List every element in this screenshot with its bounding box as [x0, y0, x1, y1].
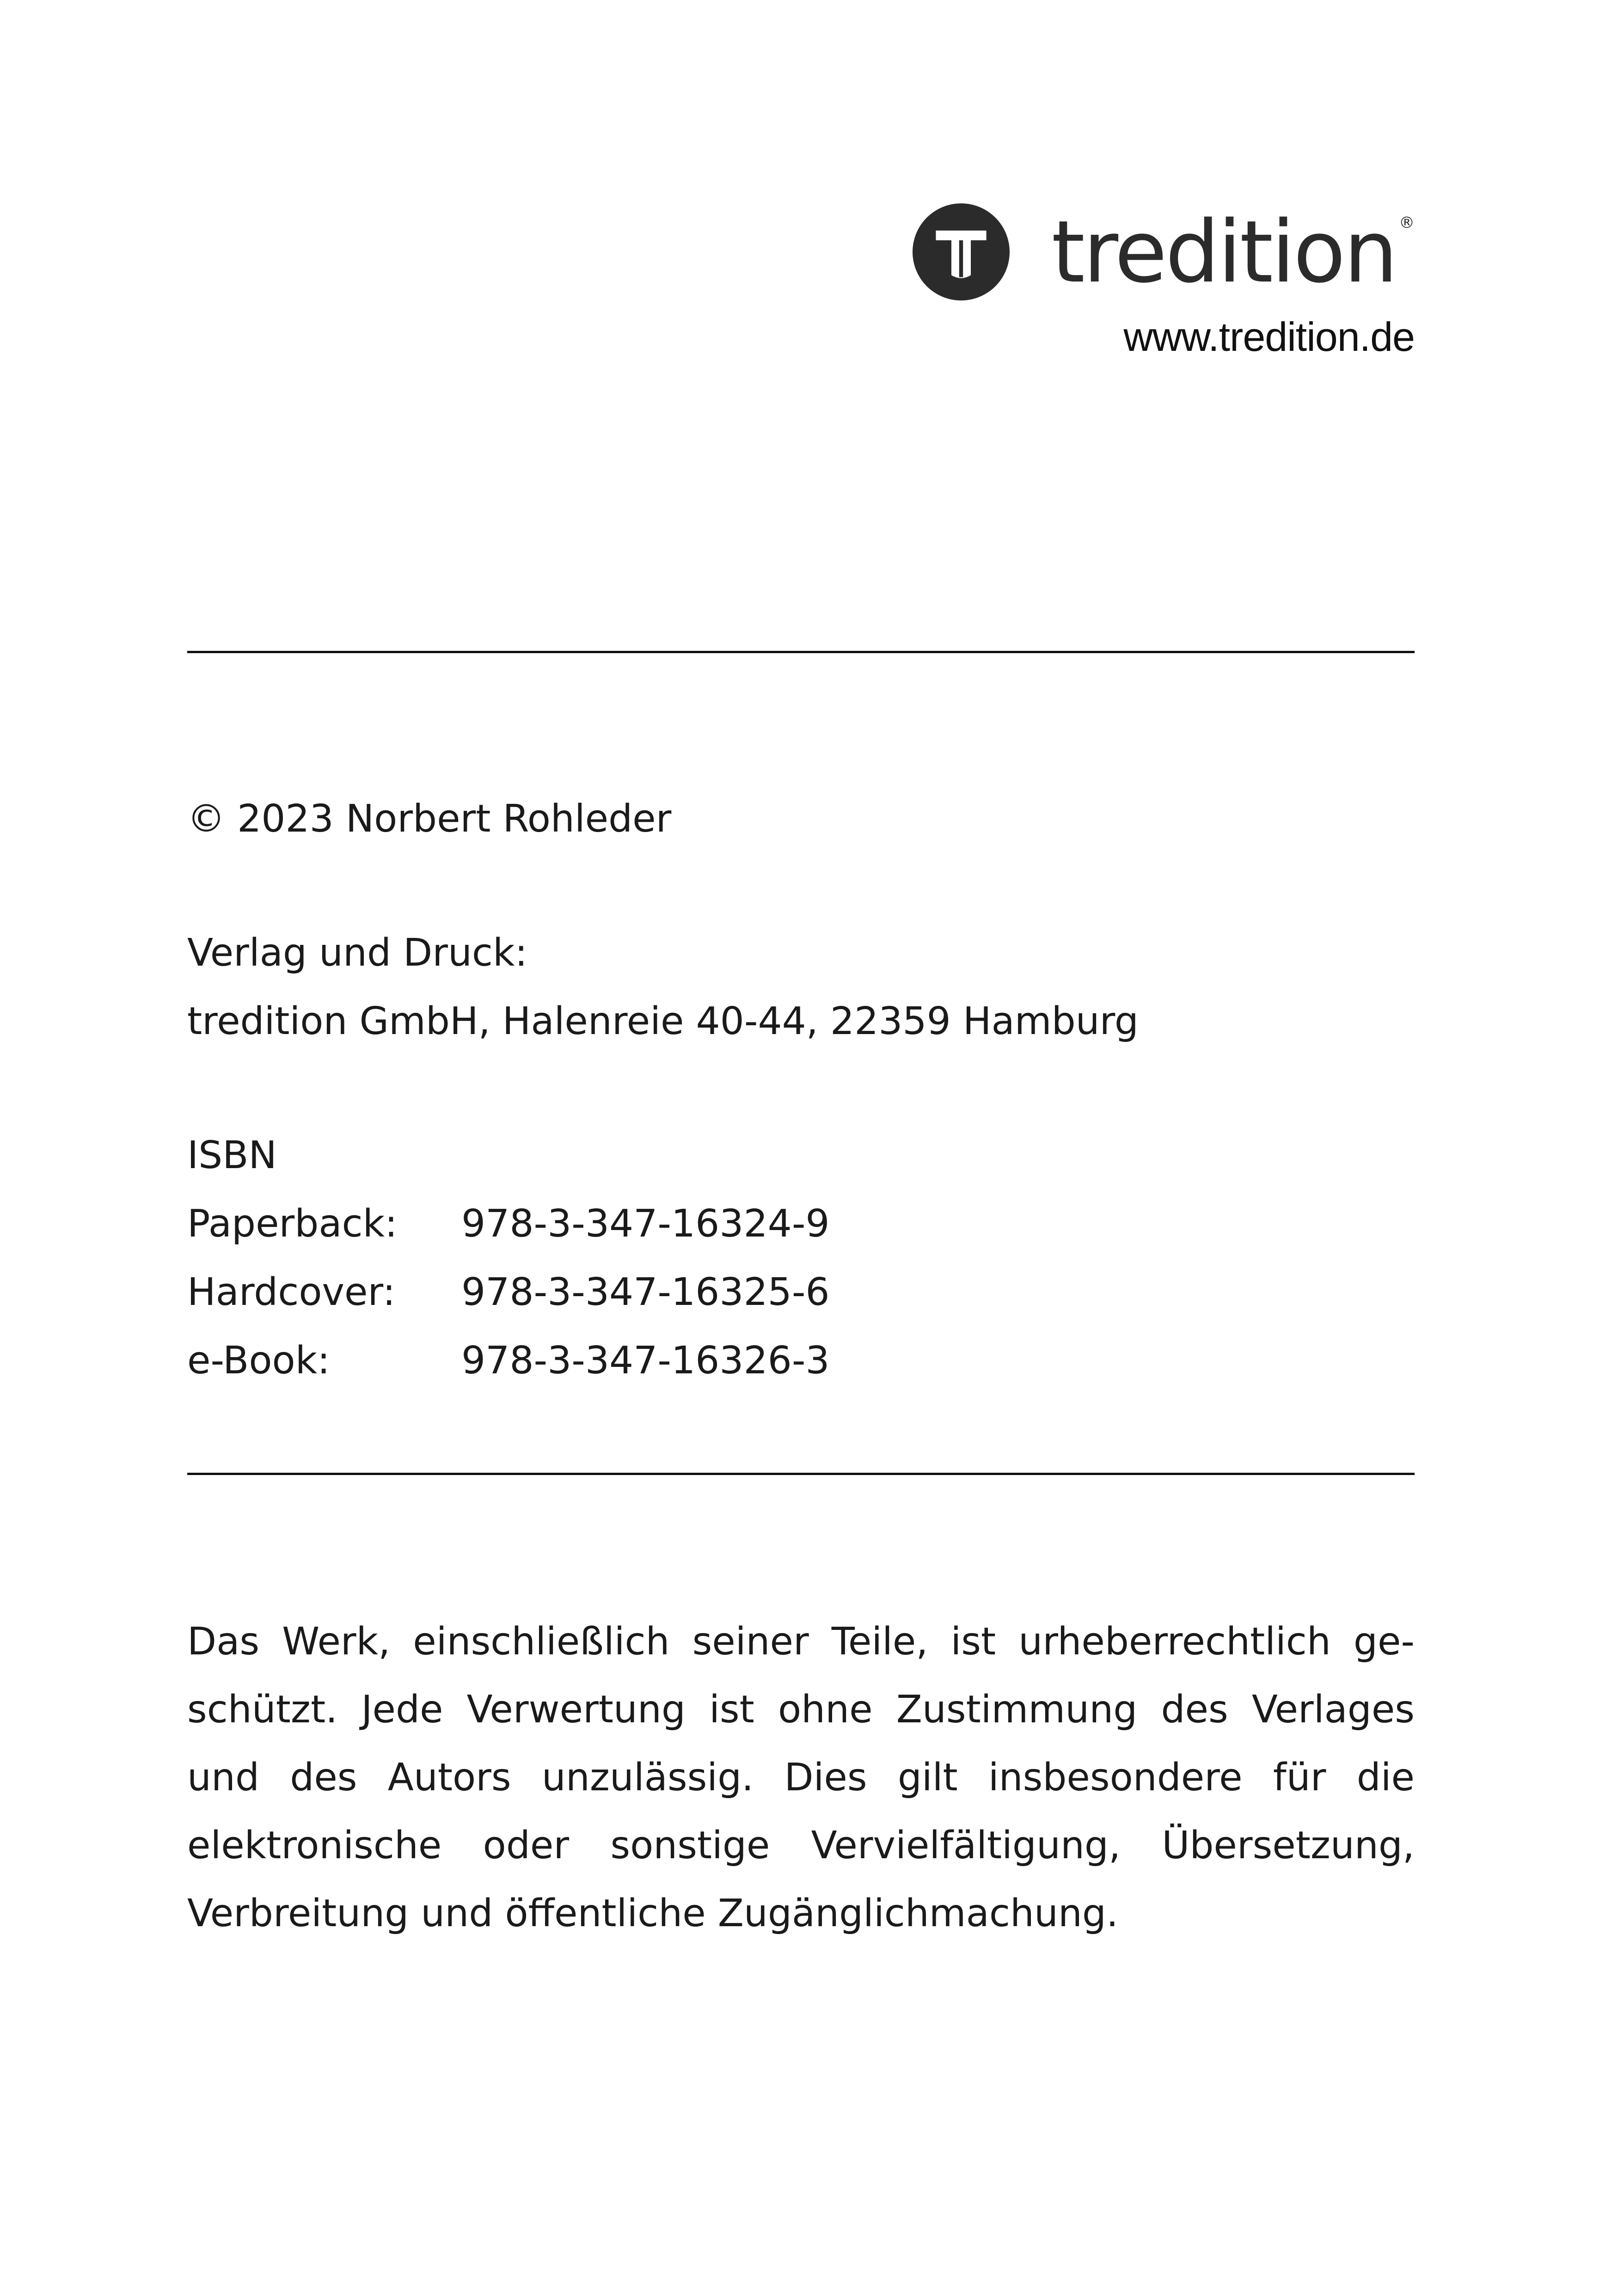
top-divider: [187, 651, 1415, 653]
isbn-list: [187, 1190, 830, 1395]
isbn-number: 978-3-347-16326-3: [461, 1339, 830, 1383]
isbn-number: 978-3-347-16324-9: [461, 1202, 830, 1246]
isbn-label: e-Book:: [187, 1339, 330, 1383]
isbn-row-paperback: [187, 1190, 830, 1258]
logo-wordmark: tredition ®: [1051, 202, 1415, 302]
isbn-number: 978-3-347-16325-6: [461, 1270, 830, 1314]
publisher-address: tredition GmbH, Halenreie 40-44, 22359 Hamburg: [187, 999, 1139, 1043]
bottom-divider: [187, 1473, 1415, 1475]
isbn-row-ebook: [187, 1327, 830, 1395]
isbn-label: Paperback:: [187, 1202, 398, 1246]
isbn-label: Hardcover:: [187, 1270, 396, 1314]
isbn-heading: ISBN: [187, 1133, 277, 1177]
registered-mark: ®: [1399, 213, 1415, 232]
tredition-t-logo-icon: [913, 203, 1010, 300]
publisher-label: Verlag und Druck:: [187, 931, 528, 975]
copyright-line: © 2023 Norbert Rohleder: [187, 797, 672, 841]
publisher-logo: [913, 203, 1415, 361]
legal-notice: Das Werk, einschließlich seiner Teile, ist urheberrechtlich ge-schützt. Jede Verwertung ist ohne Zustimmung des Verlages und des Autors unzulässig. Dies gilt insbesondere für die elektronische oder sonstige Vervielfältigung, Übersetzung, Verbreitung und öffentliche Zugänglichmachung.: [187, 1620, 1415, 1935]
logo-row: [913, 203, 1415, 300]
isbn-row-hardcover: [187, 1258, 830, 1327]
publisher-url[interactable]: www.tredition.de: [1123, 314, 1415, 360]
